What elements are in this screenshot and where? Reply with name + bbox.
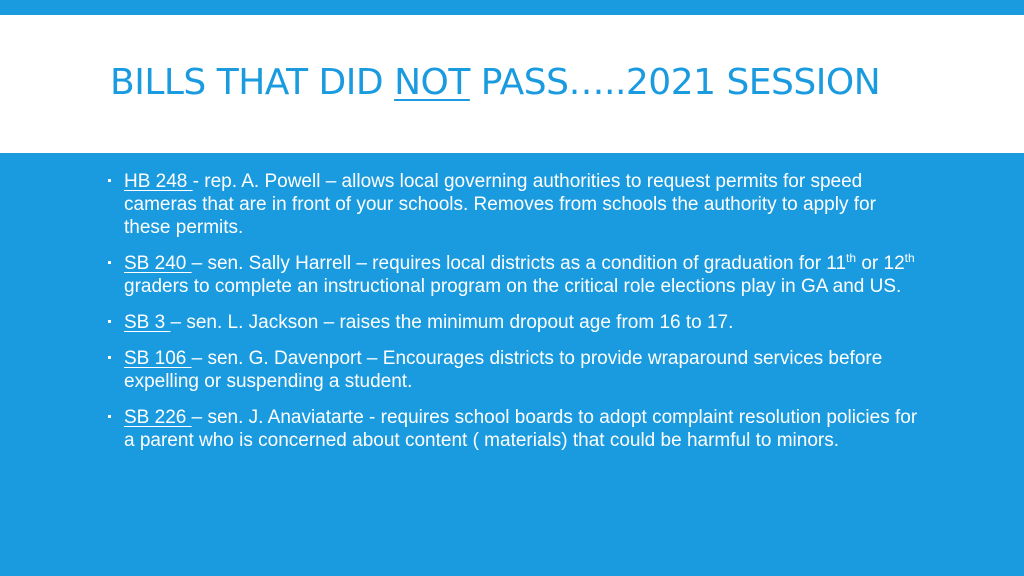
top-band bbox=[0, 0, 1024, 15]
slide-title bbox=[110, 62, 880, 103]
bill-link-sb226[interactable]: SB 226 bbox=[124, 407, 192, 428]
bill-item-sb3 bbox=[108, 311, 918, 334]
bill-item-sb226 bbox=[108, 406, 918, 452]
title-part1: BILLS THAT DID bbox=[110, 62, 395, 103]
bill-link-sb240[interactable]: SB 240 bbox=[124, 253, 192, 274]
bill-text: graders to complete an instructional program on the critical role elections play in GA and US. bbox=[124, 276, 902, 297]
bill-text: - rep. A. Powell – allows local governing authorities to request permits for speed cameras that are in front of your schools. Removes from schools the authority to apply for these permits. bbox=[124, 171, 876, 238]
bullet-icon bbox=[108, 415, 111, 418]
bill-text: – sen. L. Jackson – raises the minimum dropout age from 16 to 17. bbox=[170, 312, 734, 333]
bullet-icon bbox=[108, 261, 111, 264]
bill-item-sb240 bbox=[108, 252, 918, 298]
title-not: NOT bbox=[394, 62, 470, 103]
title-part2: PASS…..2021 SESSION bbox=[469, 62, 881, 103]
bullet-icon bbox=[108, 179, 111, 182]
bill-text: or 12 bbox=[856, 253, 905, 274]
bullet-icon bbox=[108, 356, 111, 359]
bill-text: – sen. Sally Harrell – requires local districts as a condition of graduation for 11 bbox=[191, 253, 847, 274]
bill-text: – sen. J. Anaviatarte - requires school boards to adopt complaint resolution policies for a parent who is concerned about content ( materials) that could be harmful to minors. bbox=[124, 407, 918, 451]
bill-item-sb106 bbox=[108, 347, 918, 393]
superscript: th bbox=[904, 251, 915, 265]
bill-link-sb3[interactable]: SB 3 bbox=[124, 312, 171, 333]
bill-item-hb248 bbox=[108, 170, 918, 239]
bill-link-hb248[interactable]: HB 248 bbox=[124, 171, 193, 192]
bullet-icon bbox=[108, 320, 111, 323]
bill-list bbox=[108, 170, 918, 465]
superscript: th bbox=[846, 251, 857, 265]
bill-link-sb106[interactable]: SB 106 bbox=[124, 348, 192, 369]
bill-text: – sen. G. Davenport – Encourages districts to provide wraparound services before expelling or suspending a student. bbox=[124, 348, 883, 392]
